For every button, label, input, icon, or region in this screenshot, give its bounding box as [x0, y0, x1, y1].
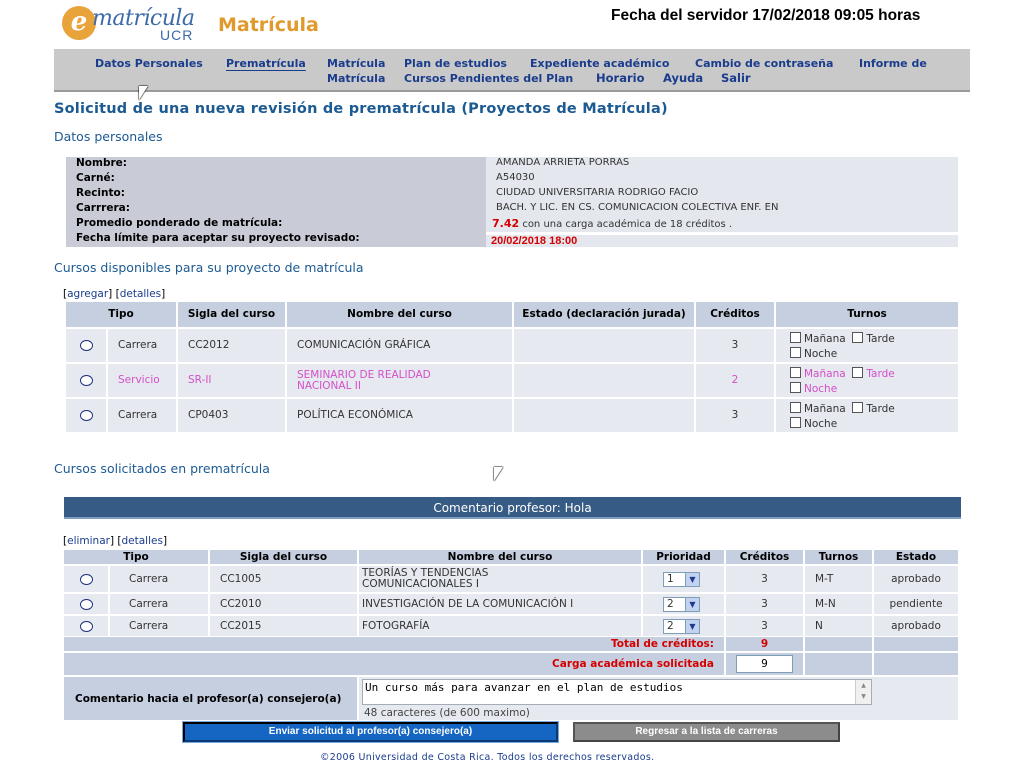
total-credits-label: Total de créditos: [64, 637, 724, 651]
total-filler [805, 637, 872, 651]
shift-checkbox[interactable] [790, 382, 801, 393]
average-value: 7.42 [492, 217, 520, 230]
logo-ucr: UCR [160, 27, 194, 43]
course-radio[interactable] [80, 621, 93, 632]
total-credits-value: 9 [726, 637, 803, 651]
cell-sigla: CC2015 [210, 616, 357, 636]
delete-course-link[interactable]: eliminar [67, 535, 110, 547]
nav-ayuda[interactable]: Ayuda [663, 71, 704, 85]
field-label: Carrrera: [66, 202, 486, 217]
col-creditos: Créditos [696, 302, 774, 327]
shift-checkbox[interactable] [852, 367, 863, 378]
available-details-link[interactable]: detalles [119, 288, 162, 300]
priority-value: 2 [667, 597, 674, 610]
priority-value: 2 [667, 619, 674, 632]
requested-details-link[interactable]: detalles [121, 535, 163, 547]
nav-matricula[interactable]: Matrícula [327, 57, 386, 70]
available-courses-heading: Cursos disponibles para su proyecto de matrícula [54, 260, 364, 275]
deadline-text: 20/02/2018 18:00 [491, 235, 578, 247]
shift-checkbox[interactable] [790, 332, 801, 343]
shift-label: Noche [804, 418, 838, 430]
cell-nombre: TEORÍAS Y TENDENCIAS COMUNICACIONALES I [359, 566, 641, 592]
select-cell [66, 364, 106, 397]
cell-prioridad [643, 566, 724, 592]
cell-nombre: INVESTIGACIÓN DE LA COMUNICACIÓN I [359, 594, 641, 614]
nav-plan-estudios[interactable]: Plan de estudios [404, 57, 507, 70]
cell-creditos: 3 [696, 399, 774, 432]
col-prioridad: Prioridad [643, 550, 724, 564]
cell-creditos: 2 [696, 364, 774, 397]
cell-estado [514, 399, 694, 432]
select-cell [66, 329, 106, 362]
cell-estado [514, 364, 694, 397]
footer-copyright: ©2006 Universidad de Costa Rica. Todos los derechos reservados. [320, 752, 655, 763]
back-to-careers-button[interactable]: Regresar a la lista de carreras [573, 722, 840, 742]
select-cell [64, 616, 108, 636]
cell-sigla: CC2012 [178, 329, 285, 362]
cell-tipo: Carrera [110, 566, 208, 592]
chevron-down-icon: ▼ [685, 573, 699, 586]
personal-row-carrera [66, 202, 958, 217]
cell-creditos: 3 [726, 566, 803, 592]
personal-data-heading: Datos personales [54, 129, 163, 144]
nav-salir[interactable]: Salir [721, 71, 751, 85]
mouse-cursor-icon [139, 86, 148, 100]
nav-informe-matricula-2[interactable]: Matrícula [327, 72, 386, 85]
field-label: Fecha límite para aceptar su proyecto revisado: [66, 232, 486, 247]
field-value: A54030 [486, 172, 958, 187]
load-filler [805, 653, 872, 675]
cell-tipo: Carrera [108, 399, 176, 432]
cell-nombre: COMUNICACIÓN GRÁFICA [287, 329, 512, 362]
col-sigla: Sigla del curso [210, 550, 357, 564]
shift-checkbox[interactable] [852, 402, 863, 413]
advisor-comment-label: Comentario hacia el profesor(a) consejero(a) [64, 677, 357, 720]
logo-e-icon: e [62, 6, 96, 40]
field-value [486, 217, 958, 232]
priority-select[interactable] [663, 572, 700, 587]
select-cell [64, 594, 108, 614]
app-title: Matrícula [218, 14, 319, 36]
cell-prioridad [643, 616, 724, 636]
shift-label: Mañana [804, 368, 846, 380]
course-radio[interactable] [80, 375, 93, 386]
personal-row-promedio [66, 217, 958, 232]
average-suffix: con una carga académica de 18 créditos . [519, 219, 733, 230]
advisor-comment-textarea[interactable]: Un curso más para avanzar en el plan de estudios [362, 679, 872, 705]
cell-turnos: N [805, 616, 872, 636]
cell-nombre: SEMINARIO DE REALIDAD NACIONAL II [287, 364, 512, 397]
shift-label: Noche [804, 383, 838, 395]
nav-prematricula[interactable]: Prematrícula [226, 57, 306, 70]
shift-label: Tarde [866, 403, 895, 415]
chevron-down-icon: ▼ [685, 598, 699, 611]
shift-label: Noche [804, 348, 838, 360]
add-course-link[interactable]: agregar [67, 288, 109, 300]
cell-prioridad [643, 594, 724, 614]
cell-creditos: 3 [696, 329, 774, 362]
select-cell [64, 566, 108, 592]
field-label: Nombre: [66, 157, 486, 172]
cell-turnos [776, 329, 958, 362]
col-nombre: Nombre del curso [287, 302, 512, 327]
course-radio[interactable] [80, 574, 93, 585]
cell-turnos [776, 364, 958, 397]
cell-creditos: 3 [726, 616, 803, 636]
shift-checkbox[interactable] [790, 402, 801, 413]
col-tipo: Tipo [66, 302, 176, 327]
cell-estado: pendiente [874, 594, 958, 614]
academic-load-cell [726, 653, 803, 675]
personal-row-fecha-limite [66, 232, 958, 247]
chevron-down-icon: ▼ [685, 620, 699, 633]
academic-load-label: Carga académica solicitada [64, 653, 724, 675]
shift-label: Mañana [804, 333, 846, 345]
cell-tipo: Servicio [108, 364, 176, 397]
shift-label: Tarde [866, 368, 895, 380]
col-tipo: Tipo [64, 550, 208, 564]
nav-horario[interactable]: Horario [596, 71, 645, 85]
cell-estado: aprobado [874, 616, 958, 636]
cell-tipo: Carrera [110, 594, 208, 614]
field-label: Promedio ponderado de matrícula: [66, 217, 486, 232]
shift-checkbox[interactable] [790, 347, 801, 358]
cell-turnos: M-T [805, 566, 872, 592]
personal-row-carne [66, 172, 958, 187]
col-turnos: Turnos [805, 550, 872, 564]
load-filler [874, 653, 958, 675]
course-radio[interactable] [80, 599, 93, 610]
select-cell [66, 399, 106, 432]
field-label: Carné: [66, 172, 486, 187]
shift-checkbox[interactable] [852, 332, 863, 343]
main-nav [54, 49, 970, 92]
course-radio[interactable] [80, 410, 93, 421]
requested-actions: [eliminar] [detalles] [63, 535, 168, 547]
shift-checkbox[interactable] [790, 367, 801, 378]
advisor-comment-cell [359, 677, 958, 720]
spacer [486, 247, 958, 251]
cell-nombre: POLÍTICA ECONÓMICA [287, 399, 512, 432]
priority-select[interactable] [663, 619, 700, 634]
nav-datos-personales[interactable]: Datos Personales [95, 57, 203, 70]
academic-load-input[interactable]: 9 [736, 655, 793, 673]
col-sigla: Sigla del curso [178, 302, 285, 327]
page-title: Solicitud de una nueva revisión de prematrícula (Proyectos de Matrícula) [54, 101, 668, 117]
field-value: CIUDAD UNIVERSITARIA RODRIGO FACIO [486, 187, 958, 202]
personal-row-nombre [66, 157, 958, 172]
textarea-scrollbar[interactable]: ▲ ▼ [855, 680, 871, 704]
cell-estado [514, 329, 694, 362]
nav-expediente[interactable]: Expediente académico [530, 57, 670, 70]
col-estado: Estado [874, 550, 958, 564]
field-value: AMANDA ARRIETA PORRAS [486, 157, 958, 172]
cell-turnos: M-N [805, 594, 872, 614]
field-label: Recinto: [66, 187, 486, 202]
col-creditos: Créditos [726, 550, 803, 564]
total-filler [874, 637, 958, 651]
mouse-cursor-icon [494, 467, 503, 481]
col-turnos: Turnos [776, 302, 958, 327]
personal-row-recinto [66, 187, 958, 202]
cell-nombre: FOTOGRAFÍA [359, 616, 641, 636]
requested-courses-heading: Cursos solicitados en prematrícula [54, 461, 270, 476]
char-count: 48 caracteres (de 600 maximo) [364, 707, 530, 719]
cell-tipo: Carrera [108, 329, 176, 362]
app-logo [62, 6, 212, 44]
cell-estado: aprobado [874, 566, 958, 592]
logo-text: matrícula [92, 6, 195, 31]
send-request-button[interactable]: Enviar solicitud al profesor(a) consejero(a) [183, 722, 558, 742]
professor-comment-bar: Comentario profesor: Hola [64, 497, 961, 519]
available-actions: [agregar] [detalles] [63, 288, 166, 300]
cell-sigla: CC2010 [210, 594, 357, 614]
nav-cambio-contrasena[interactable]: Cambio de contraseña [695, 57, 834, 70]
cell-creditos: 3 [726, 594, 803, 614]
cell-sigla: CP0403 [178, 399, 285, 432]
nav-cursos-pendientes[interactable]: Cursos Pendientes del Plan [404, 72, 574, 85]
cell-tipo: Carrera [110, 616, 208, 636]
priority-value: 1 [667, 572, 674, 585]
col-nombre: Nombre del curso [359, 550, 641, 564]
cell-sigla: SR-II [178, 364, 285, 397]
cell-turnos [776, 399, 958, 432]
course-radio[interactable] [80, 340, 93, 351]
col-estado: Estado (declaración jurada) [514, 302, 694, 327]
cell-sigla: CC1005 [210, 566, 357, 592]
nav-informe-matricula[interactable]: Informe de [859, 57, 927, 70]
shift-checkbox[interactable] [790, 417, 801, 428]
field-value: BACH. Y LIC. EN CS. COMUNICACION COLECTIVA ENF. EN [486, 202, 958, 217]
shift-label: Mañana [804, 403, 846, 415]
priority-select[interactable] [663, 597, 700, 612]
shift-label: Tarde [866, 333, 895, 345]
server-time: Fecha del servidor 17/02/2018 09:05 horas [611, 7, 921, 24]
